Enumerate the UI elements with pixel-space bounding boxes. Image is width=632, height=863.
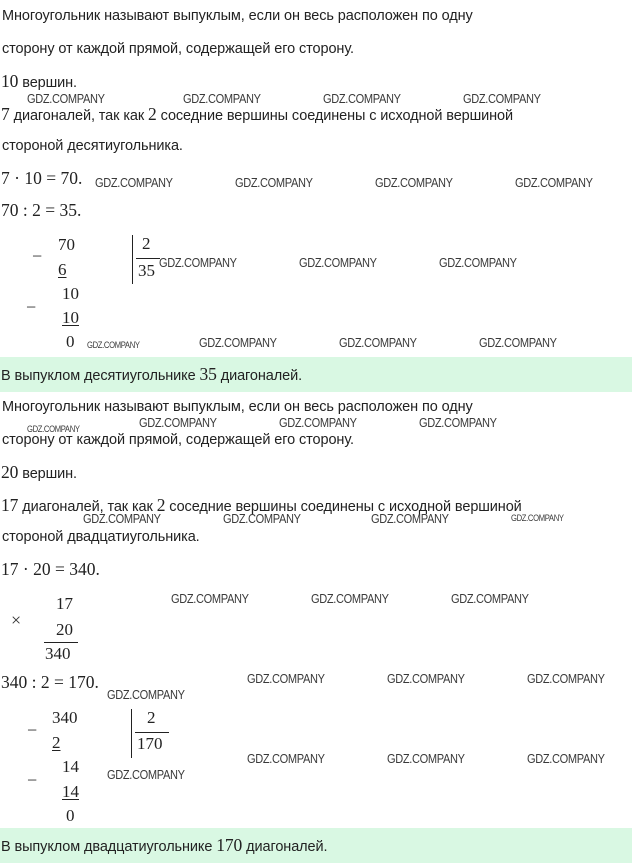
answer-text-pre: В выпуклом десятиугольнике: [1, 368, 196, 384]
product: 340: [45, 644, 71, 663]
answer-statement: [1, 364, 302, 385]
quotient: 35: [138, 261, 155, 280]
division-equation: 340 : 2 = 170.: [1, 672, 99, 692]
diagonals-text-1: диагоналей, так как: [22, 499, 153, 515]
diagonals-text-2: соседние вершины соединены с исходной вершиной: [169, 499, 522, 515]
watermark: GDZ.COMPANY: [419, 415, 497, 430]
division-equation: 70 : 2 = 35.: [1, 200, 82, 220]
watermark: GDZ.COMPANY: [527, 671, 605, 686]
minus-sign: −: [32, 246, 43, 266]
quotient: 170: [137, 734, 163, 753]
dividend: 70: [58, 235, 75, 254]
neighbor-number: 2: [148, 104, 157, 124]
division-bracket-horizontal: [135, 732, 169, 733]
final-remainder: 0: [66, 332, 75, 351]
watermark: GDZ.COMPANY: [27, 424, 80, 434]
vertices-statement: [1, 71, 77, 92]
remainder-1: 14: [62, 757, 79, 776]
watermark: GDZ.COMPANY: [311, 591, 389, 606]
multiplication-equation: 17 · 20 = 340.: [1, 559, 100, 579]
watermark: GDZ.COMPANY: [387, 751, 465, 766]
watermark: GDZ.COMPANY: [247, 671, 325, 686]
watermark: GDZ.COMPANY: [83, 511, 161, 526]
watermark: GDZ.COMPANY: [515, 175, 593, 190]
divisor: 2: [142, 234, 151, 253]
watermark: GDZ.COMPANY: [339, 335, 417, 350]
factor-1: 17: [56, 594, 73, 613]
dividend: 340: [52, 708, 78, 727]
watermark: GDZ.COMPANY: [107, 767, 185, 782]
watermark: GDZ.COMPANY: [171, 591, 249, 606]
watermark: GDZ.COMPANY: [387, 671, 465, 686]
diagonals-number: 17: [1, 495, 19, 515]
division-bracket-vertical: [131, 709, 132, 758]
watermark: GDZ.COMPANY: [527, 751, 605, 766]
answer-text-pre: В выпуклом двадцатиугольнике: [1, 839, 213, 855]
watermark: GDZ.COMPANY: [183, 91, 261, 106]
subtrahend-1: 2: [52, 733, 61, 752]
subtrahend-1: 6: [58, 260, 67, 279]
watermark: GDZ.COMPANY: [27, 91, 105, 106]
vertices-label: вершин.: [22, 466, 77, 482]
watermark: GDZ.COMPANY: [223, 511, 301, 526]
vertices-statement: [1, 462, 77, 483]
definition-line-2: сторону от каждой прямой, содержащей его сторону.: [2, 41, 354, 57]
watermark: GDZ.COMPANY: [139, 415, 217, 430]
watermark: GDZ.COMPANY: [463, 91, 541, 106]
remainder-1: 10: [62, 284, 79, 303]
division-bracket-vertical: [132, 235, 133, 284]
diagonals-text-2: соседние вершины соединены с исходной вершиной: [160, 108, 514, 124]
watermark: GDZ.COMPANY: [439, 255, 517, 270]
watermark: GDZ.COMPANY: [511, 513, 564, 523]
factor-2: 20: [56, 620, 73, 639]
definition-line-2: сторону от каждой прямой, содержащей его сторону.: [2, 432, 354, 448]
watermark: GDZ.COMPANY: [199, 335, 277, 350]
watermark: GDZ.COMPANY: [95, 175, 173, 190]
watermark: GDZ.COMPANY: [87, 340, 140, 350]
diagonals-text-1: диагоналей, так как: [13, 108, 145, 124]
minus-sign: −: [26, 297, 37, 317]
watermark: GDZ.COMPANY: [107, 687, 185, 702]
minus-sign: −: [27, 720, 38, 740]
divisor: 2: [147, 708, 156, 727]
diagonals-statement-line-2: стороной двадцатиугольника.: [2, 529, 200, 545]
diagonals-statement: [1, 104, 513, 125]
watermark: GDZ.COMPANY: [451, 591, 529, 606]
vertices-number: 10: [1, 71, 19, 91]
watermark: GDZ.COMPANY: [279, 415, 357, 430]
multiplication-line: [44, 642, 78, 643]
answer-text-post: диагоналей.: [246, 839, 328, 855]
times-sign: ×: [11, 610, 22, 630]
diagonals-statement-line-2: стороной десятиугольника.: [2, 138, 183, 154]
watermark: GDZ.COMPANY: [479, 335, 557, 350]
definition-line-1: Многоугольник называют выпуклым, если он весь расположен по одну: [2, 399, 473, 415]
answer-text-post: диагоналей.: [220, 368, 303, 384]
subtrahend-2: 10: [62, 308, 79, 327]
watermark: GDZ.COMPANY: [299, 255, 377, 270]
multiplication-equation: 7 · 10 = 70.: [1, 168, 83, 188]
answer-number: 170: [216, 835, 243, 855]
watermark: GDZ.COMPANY: [159, 255, 237, 270]
minus-sign: −: [27, 770, 38, 790]
watermark: GDZ.COMPANY: [323, 91, 401, 106]
subtrahend-2: 14: [62, 782, 79, 801]
watermark: GDZ.COMPANY: [235, 175, 313, 190]
final-remainder: 0: [66, 806, 75, 825]
watermark: GDZ.COMPANY: [371, 511, 449, 526]
vertices-label: вершин.: [22, 75, 77, 91]
vertices-number: 20: [1, 462, 19, 482]
division-bracket-horizontal: [136, 258, 160, 259]
answer-number: 35: [199, 364, 217, 384]
definition-line-1: Многоугольник называют выпуклым, если он весь расположен по одну: [2, 8, 473, 24]
neighbor-number: 2: [156, 495, 166, 515]
watermark: GDZ.COMPANY: [375, 175, 453, 190]
answer-statement: [1, 835, 327, 856]
diagonals-number: 7: [1, 104, 10, 124]
watermark: GDZ.COMPANY: [247, 751, 325, 766]
